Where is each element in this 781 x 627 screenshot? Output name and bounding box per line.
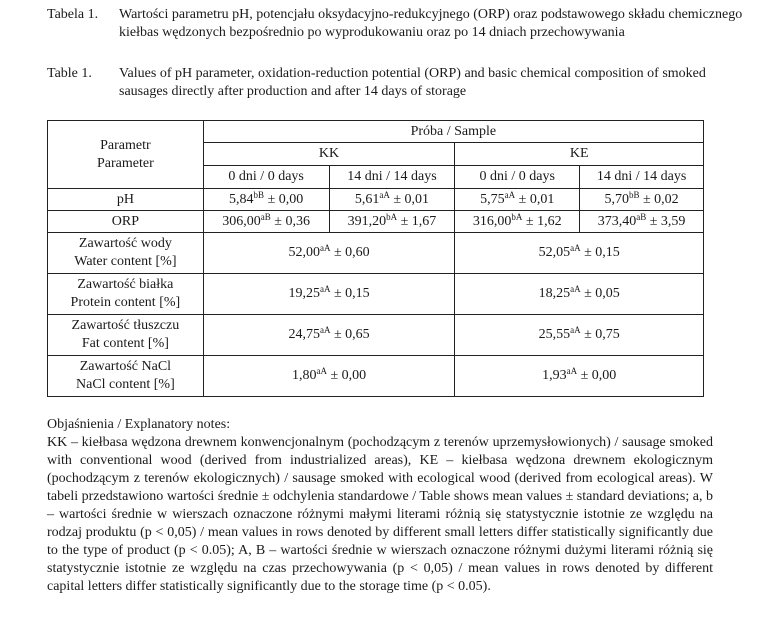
- row-label: Zawartość NaCl NaCl content [%]: [48, 356, 204, 397]
- table-row-ph: [48, 189, 704, 211]
- value-cell-kk: $19,25^{aA} \pm 0,15$: [203, 274, 455, 315]
- results-table: [47, 120, 704, 397]
- parameter-header-pl: Parametr: [100, 137, 151, 153]
- row-label: Zawartość wody Water content [%]: [48, 233, 204, 274]
- value-cell-ke: $18,25^{aA} \pm 0,05$: [455, 274, 704, 315]
- value-cell-kk: $52,00^{aA} \pm 0,60$: [203, 233, 455, 274]
- row-label: Zawartość tłuszczu Fat content [%]: [48, 315, 204, 356]
- value-cell: $5,75^{aA} \pm 0,01$: [455, 189, 580, 211]
- value-cell: $5,70^{bB} \pm 0,02$: [580, 189, 704, 211]
- caption-label-pl: Tabela 1.: [47, 7, 99, 22]
- row-label: ORP: [48, 211, 204, 233]
- time-header: 0 dni / 0 days: [203, 166, 329, 189]
- time-header: 0 dni / 0 days: [455, 166, 580, 189]
- parameter-header-cell: [48, 121, 204, 189]
- notes-body: KK – kiełbasa wędzona drewnem konwencjonalnym (pochodzącym z terenów uprzemysłowionych) / sausage smoked with conventional wood (derived from industrialized areas), KE – kiełbasa wędzona drewnem ekologicznym (pochodzącym z terenów ekologicznych) / sausage smoked with ecological wood (derived from ecological areas). W tabeli przedstawiono wartości średnie ± odchylenia standardowe / Table shows mean values ± standard deviations; a, b – wartości średnie w wierszach oznaczone różnymi małymi literami różnią się statystycznie istotnie ze względu na rodzaj produktu (p < 0,05) / mean values in rows denoted by different small letters differ statistically significantly due to the type of product (p < 0.05); A, B – wartości średnie w wierszach oznaczone różnymi dużymi literami różnią się statystycznie istotnie ze względu na czas przechowywania (p < 0,05) / mean values in rows denoted by different capital letters differ statistically significantly due to the storage time (p < 0.05).: [47, 435, 713, 594]
- parameter-header-en: Parameter: [97, 155, 154, 171]
- value-cell: $5,84^{bB} \pm 0,00$: [203, 189, 329, 211]
- value-cell-kk: $24,75^{aA} \pm 0,65$: [203, 315, 455, 356]
- table-row-fat: [48, 315, 704, 356]
- value-cell-ke: $52,05^{aA} \pm 0,15$: [455, 233, 704, 274]
- row-label: Zawartość białka Protein content [%]: [48, 274, 204, 315]
- value-cell: $306,00^{aB} \pm 0,36$: [203, 211, 329, 233]
- value-cell: $5,61^{aA} \pm 0,01$: [329, 189, 455, 211]
- value-cell: $391,20^{bA} \pm 1,67$: [329, 211, 455, 233]
- value-cell-ke: $1,93^{aA} \pm 0,00$: [455, 356, 704, 397]
- value-cell: $316,00^{bA} \pm 1,62$: [455, 211, 580, 233]
- time-header: 14 dni / 14 days: [329, 166, 455, 189]
- table-row-nacl: [48, 356, 704, 397]
- table-row-water: [48, 233, 704, 274]
- caption-text-pl: Wartości parametru pH, potencjału oksydacyjno-redukcyjnego (ORP) oraz podstawowego składu chemicznego kiełbas wędzonych bezpośrednio po wyprodukowaniu oraz po 14 dniach przechowywania: [119, 7, 743, 40]
- group-header-ke: KE: [455, 143, 704, 166]
- notes-title: Objaśnienia / Explanatory notes:: [47, 417, 231, 432]
- time-header: 14 dni / 14 days: [580, 166, 704, 189]
- caption-text-en: Values of pH parameter, oxidation-reduction potential (ORP) and basic chemical composition of smoked sausages directly after production and after 14 days of storage: [119, 66, 706, 99]
- group-header-kk: KK: [203, 143, 455, 166]
- table-row-protein: [48, 274, 704, 315]
- value-cell: $373,40^{aB} \pm 3,59$: [580, 211, 704, 233]
- sample-header: Próba / Sample: [203, 121, 703, 143]
- table-row-orp: [48, 211, 704, 233]
- value-cell-ke: $25,55^{aA} \pm 0,75$: [455, 315, 704, 356]
- caption-label-en: Table 1.: [47, 66, 92, 81]
- explanatory-notes: [47, 416, 713, 596]
- header-row-sample: [48, 121, 704, 143]
- value-cell-kk: $1,80^{aA} \pm 0,00$: [203, 356, 455, 397]
- row-label: pH: [48, 189, 204, 211]
